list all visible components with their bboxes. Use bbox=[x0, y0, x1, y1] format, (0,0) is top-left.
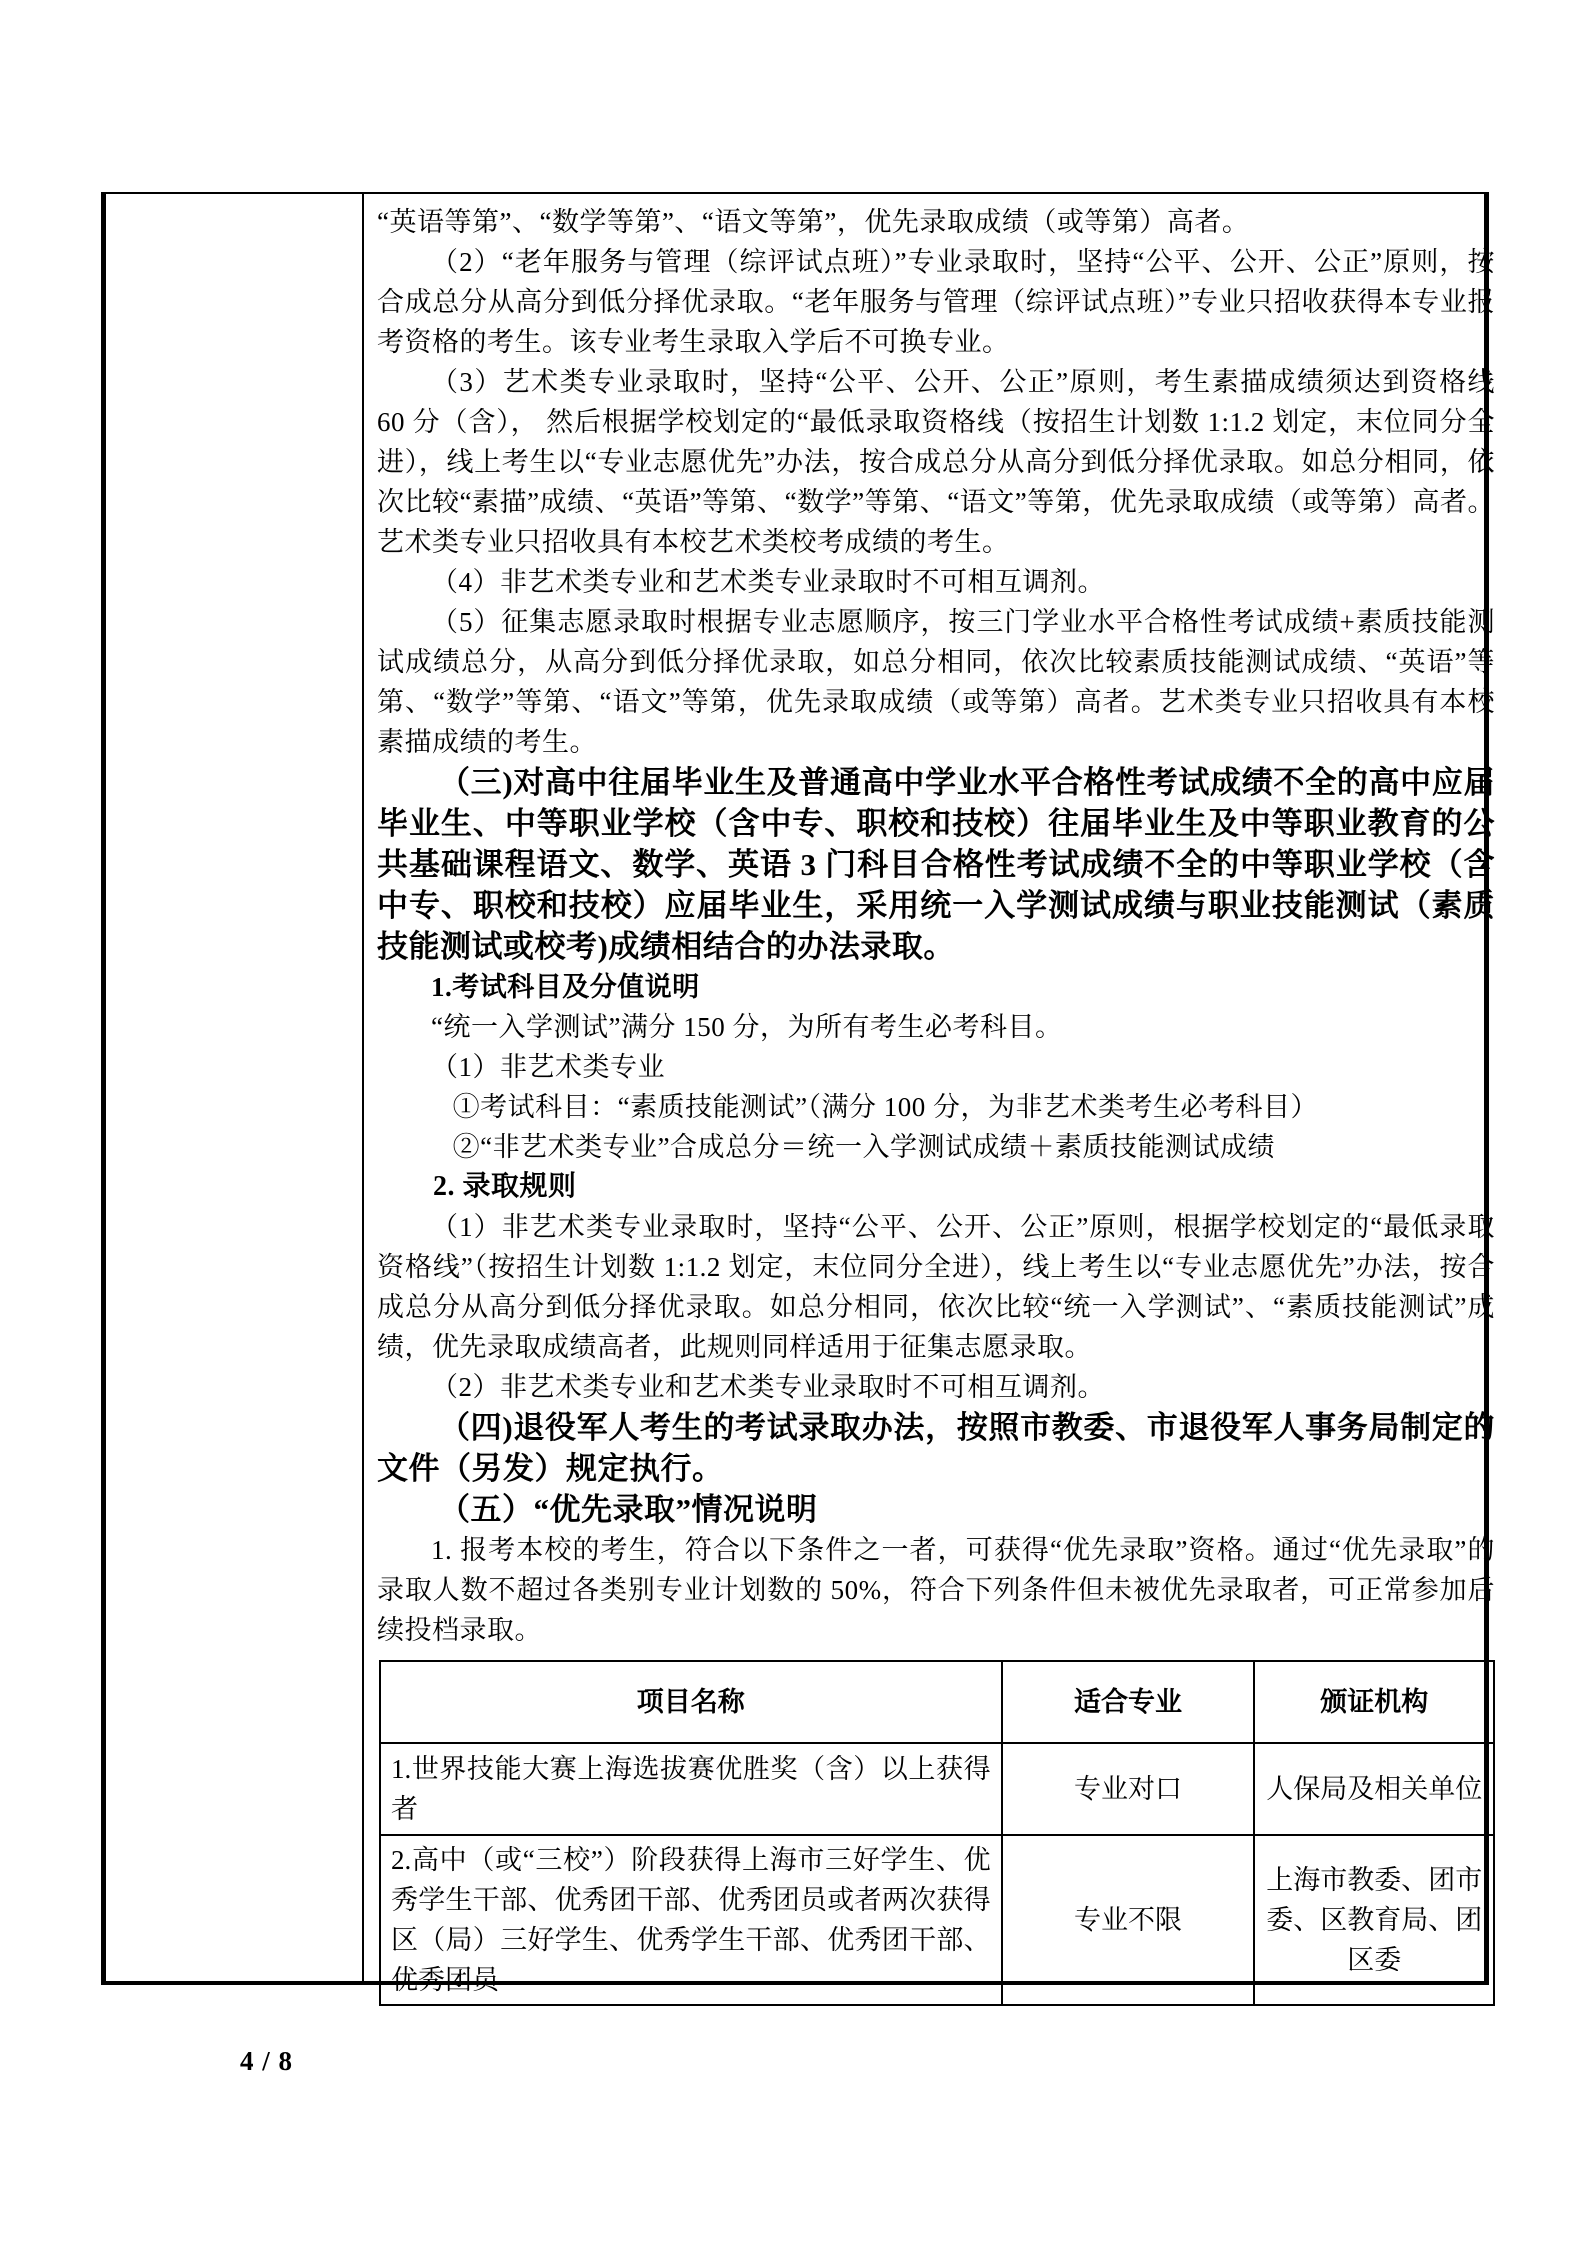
subheading-admission-rules: 2. 录取规则 bbox=[433, 1171, 577, 1202]
admissions-rules-table bbox=[101, 192, 1495, 1995]
paragraph-rule-5: （5）征集志愿录取时根据专业志愿顺序，按三门学业水平合格性考试成绩+素质技能测试成绩总分，从高分到低分择优录取，如总分相同，依次比较素质技能测试成绩、“英语”等第、“数学”等第、“语文”等第，优先录取成绩（或等第）高者。艺术类专业只招收具有本校素描成绩的考生。 bbox=[377, 607, 1495, 757]
paragraph-continuation: “英语等第”、“数学等第”、“语文等第”，优先录取成绩（或等第）高者。 bbox=[377, 207, 1250, 237]
header-suitable-major: 适合专业 bbox=[1002, 1661, 1255, 1743]
priority-admission-table bbox=[379, 1660, 1495, 2006]
table-header-row bbox=[380, 1661, 1494, 1743]
rules-content-cell bbox=[364, 194, 1505, 1995]
section-heading-5: （五）“优先录取”情况说明 bbox=[439, 1492, 818, 1527]
paragraph-unified-test: “统一入学测试”满分 150 分，为所有考生必考科目。 bbox=[431, 1012, 1063, 1042]
section-heading-3: （三)对高中往届毕业生及普通高中学业水平合格性考试成绩不全的高中应届毕业生、中等职业学校（含中专、职校和技校）往届毕业生及中等职业教育的公共基础课程语文、数学、英语 3 门科目合格性考试成绩不全的中等职业学校（含中专、职校和技校）应届毕业生，采用统一入学测试成绩与职业技能测试（素质技能测试或校考)成绩相结合的办法录取。 bbox=[377, 765, 1495, 964]
paragraph-composite-score-formula: ②“非艺术类专业”合成总分＝统一入学测试成绩＋素质技能测试成绩 bbox=[452, 1132, 1276, 1162]
table-row bbox=[380, 1743, 1494, 1835]
cell-project-1: 1.世界技能大赛上海选拔赛优胜奖（含）以上获得者 bbox=[380, 1743, 1002, 1835]
cell-issuer-2: 上海市教委、团市委、区教育局、团区委 bbox=[1254, 1835, 1494, 2005]
table-row bbox=[380, 1835, 1494, 2005]
paragraph-admission-rule-2: （2）非艺术类专业和艺术类专业录取时不可相互调剂。 bbox=[431, 1372, 1105, 1402]
paragraph-priority-admission: 1. 报考本校的考生，符合以下条件之一者，可获得“优先录取”资格。通过“优先录取”的录取人数不超过各类别专业计划数的 50%，符合下列条件但未被优先录取者，可正常参加后续投档录取。 bbox=[377, 1535, 1495, 1645]
section-heading-4: （四)退役军人考生的考试录取办法，按照市教委、市退役军人事务局制定的文件（另发）规定执行。 bbox=[377, 1410, 1495, 1486]
cell-project-2: 2.高中（或“三校”）阶段获得上海市三好学生、优秀学生干部、优秀团干部、优秀团员或者两次获得区（局）三好学生、优秀学生干部、优秀团干部、优秀团员 bbox=[380, 1835, 1002, 2005]
header-project-name: 项目名称 bbox=[380, 1661, 1002, 1743]
paragraph-rule-3: （3）艺术类专业录取时，坚持“公平、公开、公正”原则，考生素描成绩须达到资格线 60 分（含）， 然后根据学校划定的“最低录取资格线（按招生计划数 1:1.2 划定，末位同分全进），线上考生以“专业志愿优先”办法，按合成总分从高分到低分择优录取。如总分相同，依次比较“素描”成绩、“英语”等第、“数学”等第、“语文”等第，优先录取成绩（或等第）高者。艺术类专业只招收具有本校艺术类校考成绩的考生。 bbox=[377, 367, 1495, 557]
paragraph-rule-2: （2）“老年服务与管理（综评试点班）”专业录取时，坚持“公平、公开、公正”原则，按合成总分从高分到低分择优录取。“老年服务与管理（综评试点班）”专业只招收获得本专业报考资格的考生。该专业考生录取入学后不可换专业。 bbox=[377, 247, 1495, 357]
paragraph-rule-4: （4）非艺术类专业和艺术类专业录取时不可相互调剂。 bbox=[431, 567, 1105, 597]
paragraph-admission-rule-1: （1）非艺术类专业录取时，坚持“公平、公开、公正”原则，根据学校划定的“最低录取资格线”（按招生计划数 1:1.2 划定，末位同分全进），线上考生以“专业志愿优先”办法，按合成总分从高分到低分择优录取。如总分相同，依次比较“统一入学测试”、“素质技能测试”成绩，优先录取成绩高者，此规则同样适用于征集志愿录取。 bbox=[377, 1212, 1495, 1362]
row-label-cell-empty bbox=[106, 194, 364, 1981]
paragraph-exam-subject-detail: ①考试科目：“素质技能测试”（满分 100 分，为非艺术类考生必考科目） bbox=[452, 1092, 1319, 1122]
paragraph-non-art-category: （1）非艺术类专业 bbox=[431, 1052, 665, 1082]
cell-major-2: 专业不限 bbox=[1002, 1835, 1255, 2005]
page-number: 4 / 8 bbox=[240, 2046, 294, 2076]
subheading-exam-subjects: 1.考试科目及分值说明 bbox=[431, 972, 700, 1002]
cell-major-1: 专业对口 bbox=[1002, 1743, 1255, 1835]
cell-issuer-1: 人保局及相关单位 bbox=[1254, 1743, 1494, 1835]
header-certifying-body: 颁证机构 bbox=[1254, 1661, 1494, 1743]
